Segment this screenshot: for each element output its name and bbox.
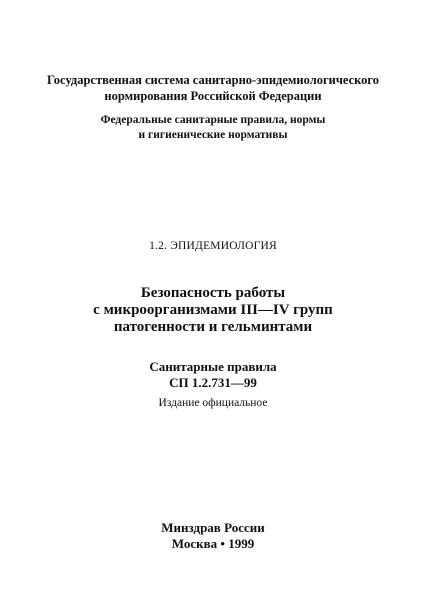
regulations-subheader bbox=[0, 113, 426, 143]
regulations-line-2: и гигиенические нормативы bbox=[138, 129, 288, 141]
organization-header bbox=[0, 72, 426, 104]
title-line-2: с микроорганизмами III—IV групп bbox=[93, 302, 333, 318]
publisher-block bbox=[0, 520, 426, 552]
rules-designation bbox=[0, 359, 426, 391]
edition-label: Издание официальное bbox=[158, 397, 268, 409]
title-line-1: Безопасность работы bbox=[140, 285, 286, 301]
organization-line-1: Государственная система санитарно-эпидемиологического bbox=[46, 73, 380, 87]
rules-type: Санитарные правила bbox=[149, 359, 277, 374]
document-title bbox=[0, 285, 426, 336]
section-label: 1.2. ЭПИДЕМИОЛОГИЯ bbox=[149, 240, 277, 252]
regulations-line-1: Федеральные санитарные правила, нормы bbox=[100, 114, 326, 126]
publisher-name: Минздрав России bbox=[161, 520, 265, 535]
organization-line-2: нормирования Российской Федерации bbox=[104, 89, 322, 103]
title-line-3: патогенности и гельминтами bbox=[113, 319, 313, 335]
rules-code: СП 1.2.731—99 bbox=[169, 375, 257, 390]
publisher-city-year: Москва • 1999 bbox=[171, 536, 255, 551]
